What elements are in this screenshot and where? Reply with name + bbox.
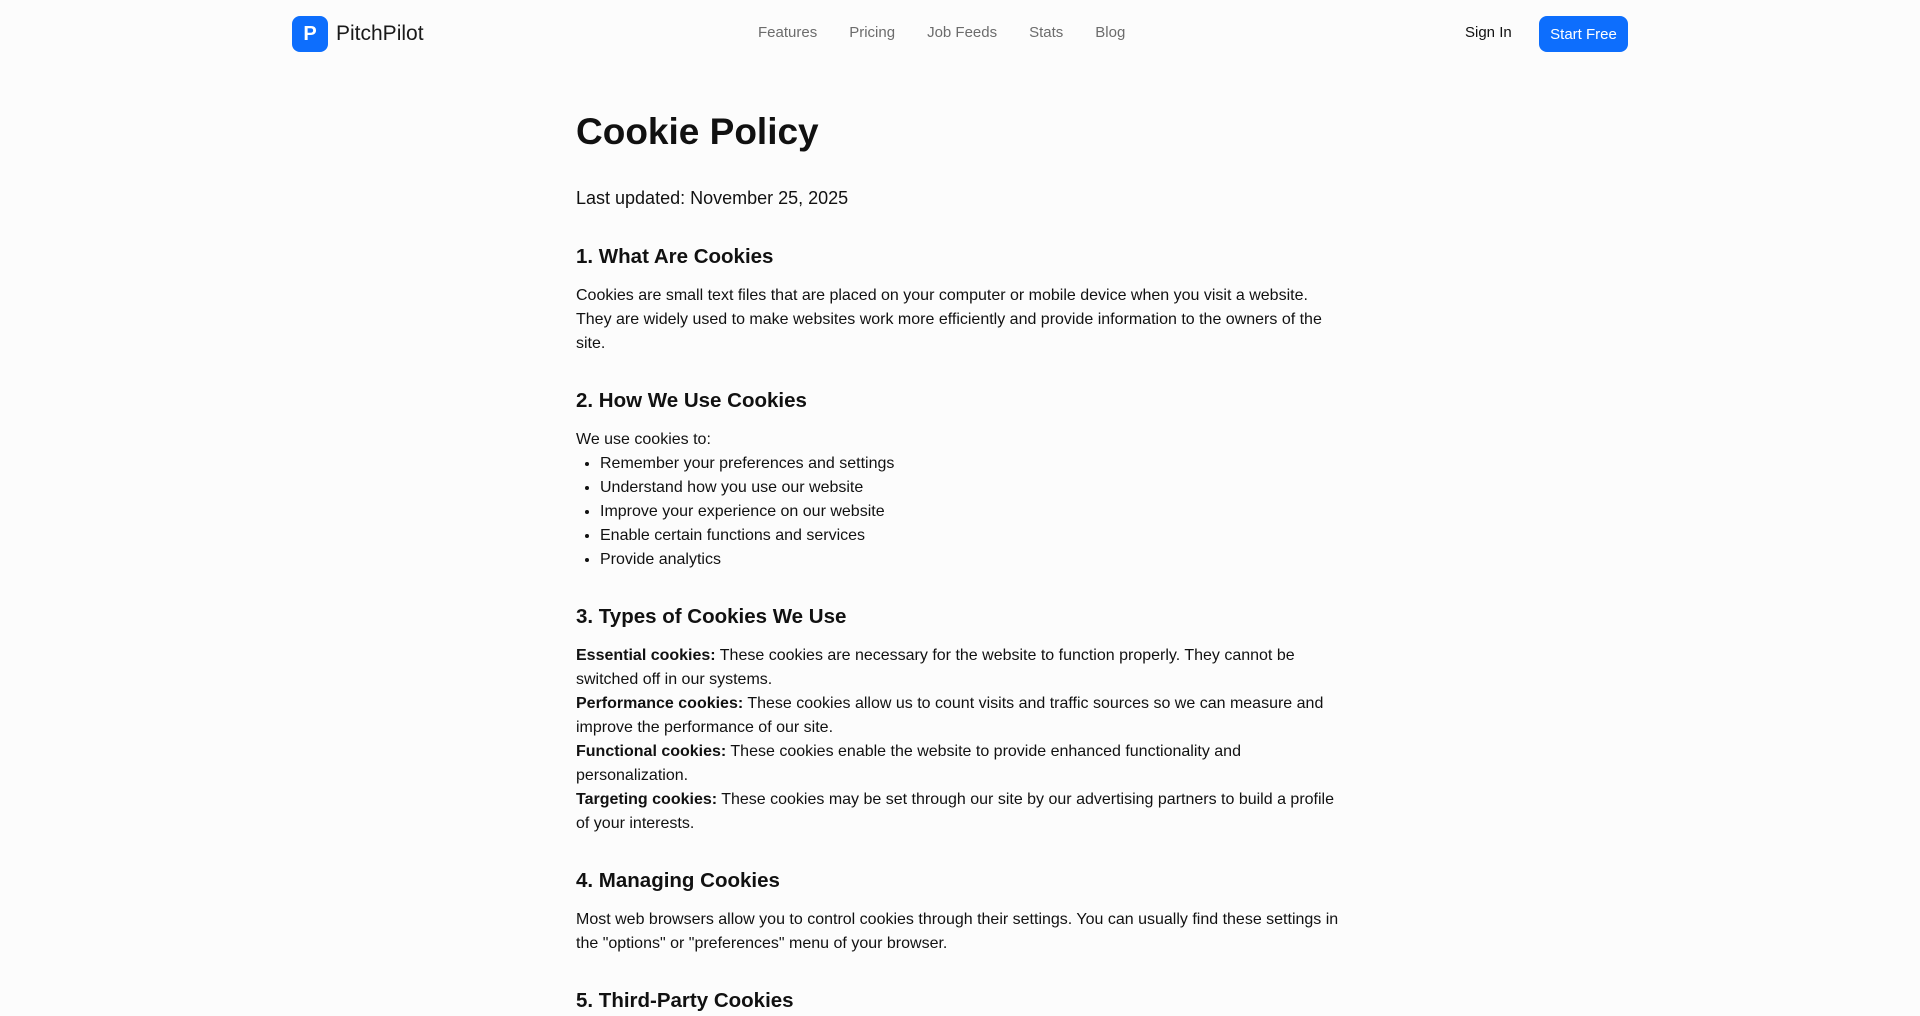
section-managing-cookies <box>576 866 1346 956</box>
page-title: Cookie Policy <box>576 111 819 152</box>
cookie-type-essential <box>576 644 1346 692</box>
list-item: • Enable certain functions and services <box>600 524 1346 548</box>
section-heading: 5. Third-Party Cookies <box>576 989 794 1012</box>
section-heading: 4. Managing Cookies <box>576 869 780 892</box>
section-intro: We use cookies to: <box>576 431 711 448</box>
cookie-type-description: These cookies allow us to count visits and traffic sources so we can measure and improve the performance of our site. <box>576 695 1324 736</box>
brand-logo-link[interactable] <box>292 16 424 52</box>
start-free-button[interactable]: Start Free <box>1539 16 1628 52</box>
policy-content <box>576 104 1346 1016</box>
cookie-type-performance <box>576 692 1346 740</box>
cookie-type-functional <box>576 740 1346 788</box>
nav-link-pricing[interactable]: Pricing <box>849 24 896 41</box>
cookie-types-list <box>576 644 1346 836</box>
list-item: • Provide analytics <box>600 548 1346 572</box>
top-navigation <box>0 0 1920 67</box>
cookie-type-description: These cookies may be set through our site by our advertising partners to build a profile of your interests. <box>576 791 1334 832</box>
section-heading: 1. What Are Cookies <box>576 245 774 268</box>
section-paragraph: Cookies are small text files that are placed on your computer or mobile device when you visit a website. They are widely used to make websites work more efficiently and provide information to the owners of the site. <box>576 287 1322 352</box>
primary-nav <box>758 24 1125 41</box>
list-item: • Understand how you use our website <box>600 476 1346 500</box>
section-what-are-cookies <box>576 242 1346 356</box>
last-updated-text: Last updated: November 25, 2025 <box>576 188 849 208</box>
list-item: • Remember your preferences and settings <box>600 452 1346 476</box>
cookie-type-label: Essential cookies: <box>576 647 716 664</box>
section-types-of-cookies <box>576 602 1346 836</box>
section-heading: 3. Types of Cookies We Use <box>576 605 847 628</box>
cookie-type-description: These cookies enable the website to provide enhanced functionality and personalization. <box>576 743 1241 784</box>
nav-link-stats[interactable]: Stats <box>1029 24 1064 41</box>
nav-link-blog[interactable]: Blog <box>1095 24 1126 41</box>
sign-in-link[interactable]: Sign In <box>1465 24 1512 41</box>
cookie-type-label: Functional cookies: <box>576 743 727 760</box>
logo-icon: P <box>292 16 328 52</box>
nav-link-features[interactable]: Features <box>758 24 818 41</box>
section-third-party-cookies <box>576 986 1346 1016</box>
nav-link-job-feeds[interactable]: Job Feeds <box>927 24 998 41</box>
usage-list <box>576 452 1346 572</box>
section-paragraph: Most web browsers allow you to control cookies through their settings. You can usually find these settings in the "options" or "preferences" menu of your browser. <box>576 911 1339 952</box>
cookie-type-targeting <box>576 788 1346 836</box>
section-heading: 2. How We Use Cookies <box>576 389 807 412</box>
cookie-type-label: Targeting cookies: <box>576 791 718 808</box>
cookie-type-description: These cookies are necessary for the website to function properly. They cannot be switched off in our systems. <box>576 647 1295 688</box>
section-how-we-use-cookies <box>576 386 1346 572</box>
cookie-type-label: Performance cookies: <box>576 695 744 712</box>
list-item: • Improve your experience on our website <box>600 500 1346 524</box>
brand-name: PitchPilot <box>336 22 424 45</box>
